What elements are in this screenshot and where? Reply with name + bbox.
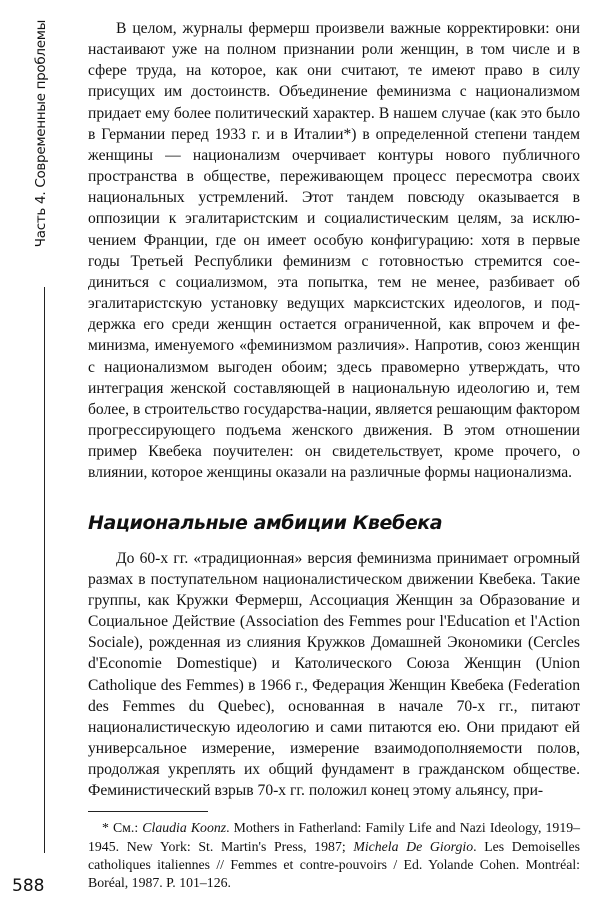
footnote-divider	[88, 811, 208, 812]
footnote	[88, 819, 580, 892]
footnote-text-1: . Mothers in Fatherland: Family Life and Nazi Ideology, 1919–1945. New York: St. Martin's Press, 1987;	[88, 820, 581, 854]
footnote-author-1: Claudia Koonz	[142, 820, 227, 836]
page-number: 588	[12, 876, 45, 896]
body-paragraph-1: В целом, журналы фермерш произвели важные корректировки: они настаивают уже на полном признании роли женщин, в том числе и в сфере труда, на которое, как они считают, те имеют право в силу присущих им достоинств. Объединение феминизма с национализмом придает ему более политический характер. В нашем случае (как это было в Германии перед 1933 г. и в Италии*) в определенной степени тандем женщины — национализм очерчивает контуры нового публичного пространства в обществе, переживающем процесс пересмотра своих национальных устремлений. Этот тандем повсюду оказывается в оппозиции к эгалитаристским и социалистическим целям, за исключением Франции, где он имеет особую конфигурацию: хотя в первые годы Третьей Республики феминизм с готовностью стремится соединиться с социализмом, эта попытка, тем не менее, разбивает об эгалитаристскую установку ведущих марксистских идеологов, и поддержка его среди женщин остается ограниченной, как впрочем и феминизма, именуемого «феминизмом различия». Напротив, союз женщин с национализмом выгоден обоим; здесь правомерно утверждать, что интеграция женской составляющей в национальную идеологию и, тем более, в строительство государства-нации, является решающим фактором прогрессирующего подъема женского движения. В этом отношении пример Квебека поучителен: он свидетельствует, кроме прочего, о влиянии, которое женщины оказали на различные формы национализма.	[88, 20, 580, 482]
footnote-text-2: . Les Demoiselles catholiques italiennes // Femmes et contre-pouvoirs / Ed. Yolande Cohen. Montréal: Boréal, 1987. P. 101–126.	[88, 838, 580, 891]
body-paragraph-2: До 60-х гг. «традиционная» версия феминизма принимает огромный размах в поступательном националистическом движении Квебека. Такие группы, как Кружки Фермерш, Ассоциация Женщин за Образование и Социальное Действие (Association des Femmes pour l'Education et l'Action Sociale), рожденная из слияния Кружков Домашней Экономики (Cercles d'Economie Domestique) и Католического Союза Женщин (Union Catholique des Femmes) в 1966 г., Федерация Женщин Квебека (Federation des Femmes du Quebec), основанная в начале 70-х гг., питают националистическую идеологию и сами питаются ею. Они придают ей универсальное измерение, измерение взаимодополняемости полов, продолжая укреплять их общий фундамент в гражданском обществе. Феминистический взрыв 70-х гг. положил конец этому альянсу, при-	[88, 549, 580, 800]
footnote-author-2: Michela De Giorgio	[353, 838, 474, 854]
page-content	[88, 18, 580, 892]
section-heading: Национальные амбиции Квебека	[88, 512, 443, 535]
footnote-lead: * См.:	[102, 820, 143, 836]
side-vertical-rule	[44, 287, 45, 853]
running-header: Часть 4. Современные проблемы	[33, 20, 49, 248]
